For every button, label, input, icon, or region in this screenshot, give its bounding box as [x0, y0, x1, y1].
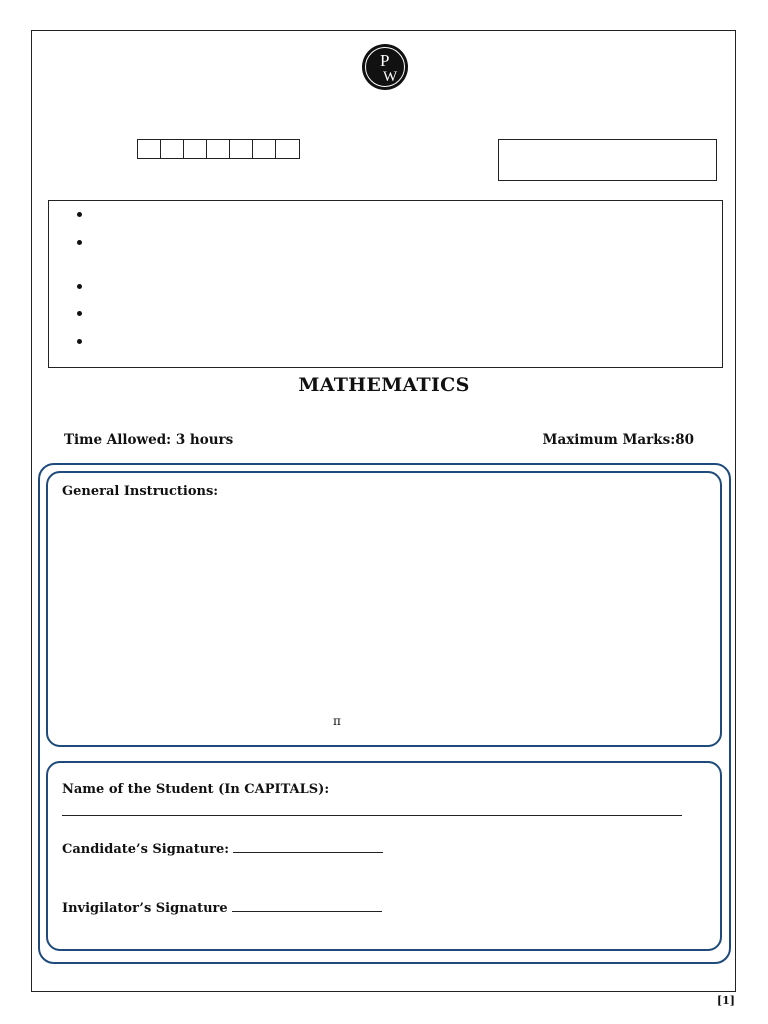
bullet-icon [77, 240, 82, 245]
subject-title: MATHEMATICS [298, 374, 470, 396]
svg-text:W: W [383, 69, 398, 85]
roll-number-digit-box[interactable] [138, 140, 161, 158]
roll-number-digit-box[interactable] [253, 140, 276, 158]
pw-logo [361, 43, 409, 91]
question-paper-code-box[interactable] [498, 139, 717, 181]
svg-text:P: P [380, 51, 390, 70]
bullet-icon [77, 339, 82, 344]
pi-symbol: π [333, 714, 341, 728]
bullet-icon [77, 311, 82, 316]
candidate-signature-line[interactable] [233, 851, 383, 853]
bullet-icon [77, 212, 82, 217]
invigilator-signature-line[interactable] [232, 910, 382, 912]
roll-number-digit-box[interactable] [276, 140, 299, 158]
student-name-line[interactable] [62, 815, 682, 816]
student-name-label: Name of the Student (In CAPITALS): [62, 782, 330, 797]
roll-number-digit-box[interactable] [230, 140, 253, 158]
candidate-signature-label: Candidate’s Signature: [62, 842, 230, 857]
general-instructions-box [46, 471, 722, 747]
invigilator-signature-field [62, 901, 382, 916]
roll-number-boxes[interactable] [137, 139, 300, 159]
invigilator-signature-label: Invigilator’s Signature [62, 901, 228, 916]
roll-number-digit-box[interactable] [207, 140, 230, 158]
maximum-marks: Maximum Marks:80 [542, 432, 694, 448]
time-allowed: Time Allowed: 3 hours [64, 432, 234, 448]
bullet-icon [77, 284, 82, 289]
instruction-bullets-box [48, 200, 723, 368]
roll-number-digit-box[interactable] [184, 140, 207, 158]
general-instructions-heading: General Instructions: [62, 484, 219, 499]
candidate-signature-field [62, 842, 383, 857]
page-number: [1] [716, 994, 735, 1007]
roll-number-digit-box[interactable] [161, 140, 184, 158]
